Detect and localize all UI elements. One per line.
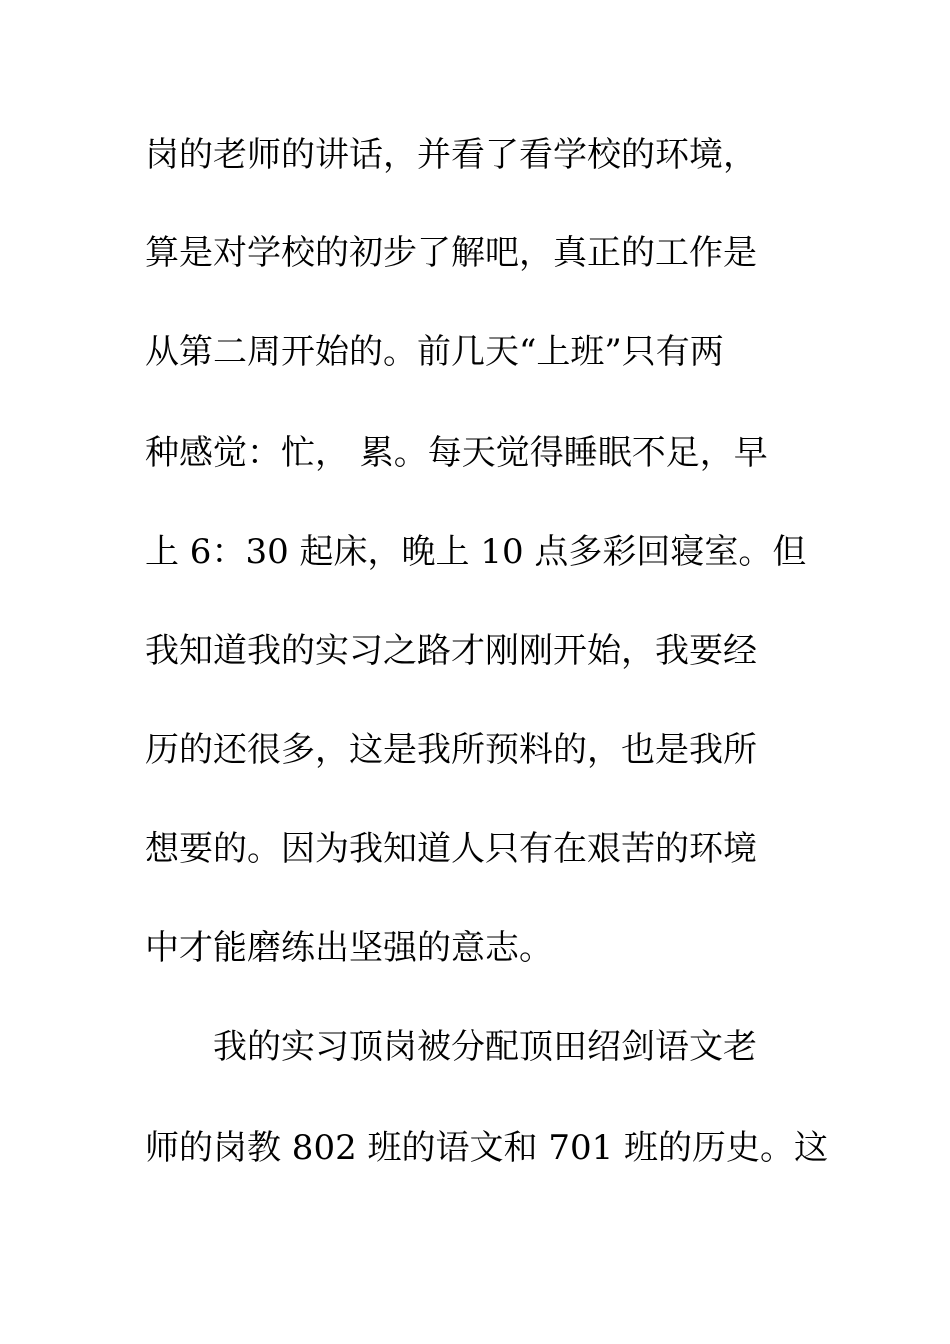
paragraph-line-6: 我知道我的实习之路才刚刚开始，我要经 <box>145 631 757 671</box>
paragraph-line-3: 从第二周开始的。前几天“上班”只有两 <box>145 332 724 372</box>
paragraph2-line-1: 我的实习顶岗被分配顶田绍剑语文老 <box>213 1027 757 1067</box>
paragraph-line-4: 种感觉：忙， 累。每天觉得睡眠不足，早 <box>145 433 768 473</box>
paragraph-line-2: 算是对学校的初步了解吧，真正的工作是 <box>145 233 757 273</box>
paragraph-line-5: 上 6：30 起床，晚上 10 点多彩回寝室。但 <box>145 532 807 572</box>
paragraph-line-8: 想要的。因为我知道人只有在艰苦的环境 <box>145 829 757 869</box>
paragraph-line-7: 历的还很多，这是我所预料的，也是我所 <box>145 730 757 770</box>
paragraph2-line-2: 师的岗教 802 班的语文和 701 班的历史。这 <box>145 1128 829 1168</box>
paragraph-line-1: 岗的老师的讲话，并看了看学校的环境， <box>145 135 757 175</box>
paragraph-line-9: 中才能磨练出坚强的意志。 <box>145 928 553 968</box>
